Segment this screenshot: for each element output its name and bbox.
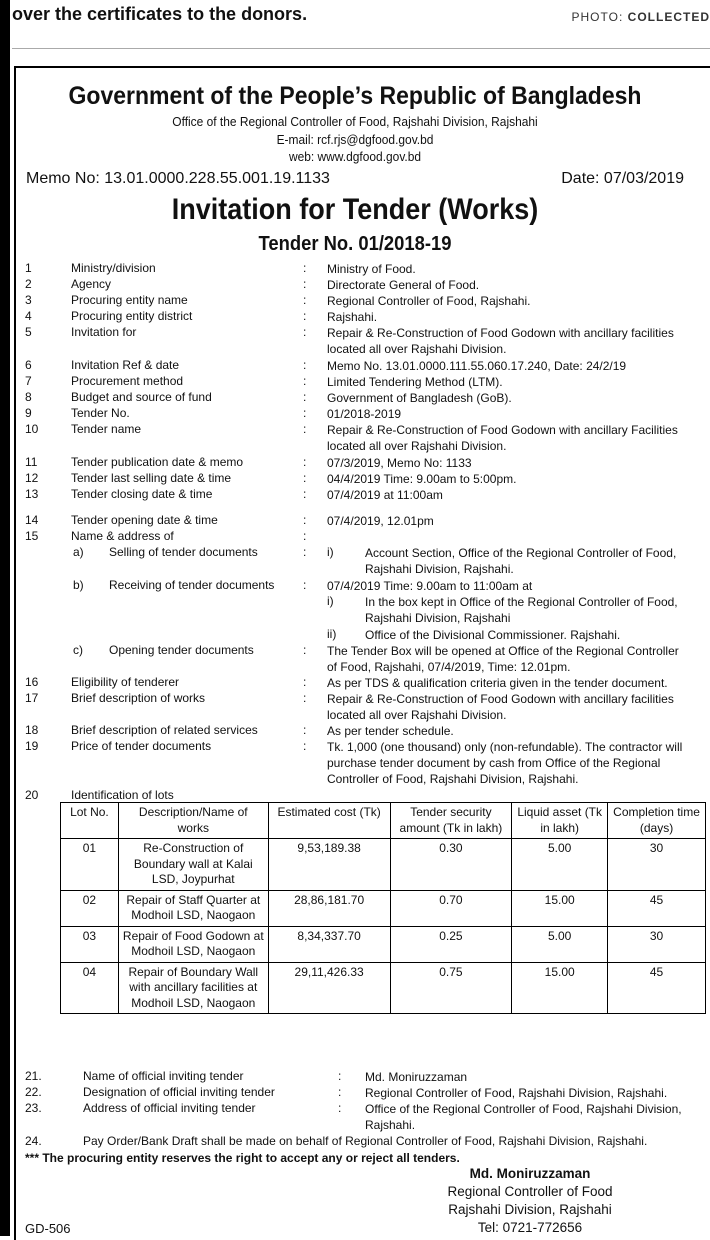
sub-label: Receiving of tender documents <box>109 578 275 592</box>
item-label: Tender publication date & memo <box>71 455 244 469</box>
photo-credit-label: PHOTO: <box>571 10 624 24</box>
item-label: Budget and source of fund <box>71 390 212 404</box>
item-number: 19 <box>25 739 39 753</box>
sub-label: Opening tender documents <box>109 643 254 657</box>
item-value: Government of Bangladesh (GoB). <box>327 391 512 405</box>
item-value: 07/3/2019, Memo No: 1133 <box>327 456 472 470</box>
item-number: 14 <box>25 513 39 527</box>
item-number: 20 <box>25 788 39 802</box>
separator: : <box>303 675 307 689</box>
item-number: 13 <box>25 487 39 501</box>
reservation-note: *** The procuring entity reserves the right to accept any or reject all tenders. <box>25 1151 460 1165</box>
memo-date: Date: 07/03/2019 <box>561 170 684 187</box>
separator: : <box>303 422 307 436</box>
item-number: 6 <box>25 358 32 372</box>
separator: : <box>303 293 307 307</box>
separator: : <box>303 309 307 323</box>
item-label: Tender No. <box>71 406 130 420</box>
item-value: Rajshahi. <box>327 310 378 324</box>
item-value: Memo No. 13.01.0000.111.55.060.17.240, Date: 24/2/19 <box>327 359 627 373</box>
item-number: 21. <box>25 1069 42 1083</box>
gd-number: GD-506 <box>25 1221 71 1236</box>
table-cell: 0.75 <box>390 962 512 1014</box>
item-number: 22. <box>25 1085 42 1099</box>
table-cell: 30 <box>608 839 706 891</box>
lots-table <box>60 802 706 1014</box>
office-name: Office of the Regional Controller of Food, Rajshahi Division, Rajshahi <box>172 114 538 129</box>
table-cell: 04 <box>61 962 119 1014</box>
roman-numeral: ii) <box>327 627 337 641</box>
separator: : <box>303 723 307 737</box>
item-number: 18 <box>25 723 39 737</box>
item-value: Repair & Re-Construction of Food Godown with ancillary facilities located all over Rajshahi Division. <box>327 326 674 357</box>
item-number: 4 <box>25 309 32 323</box>
table-cell: Repair of Food Godown at Modhoil LSD, Naogaon <box>118 926 268 962</box>
item-number: 17 <box>25 691 39 705</box>
item-value: Limited Tendering Method (LTM). <box>327 375 503 389</box>
sub-value: The Tender Box will be opened at Office of the Regional Controller of Food, Rajshahi, 07/4/2019, Time: 12.01pm. <box>327 644 679 675</box>
item-value: Tk. 1,000 (one thousand) only (non-refundable). The contractor will purchase tender document by cash from Office of the Regional Controller of Food, Rajshahi Division, Rajshahi. <box>327 740 683 787</box>
column-header: Estimated cost (Tk) <box>268 803 390 839</box>
item-number: 12 <box>25 471 39 485</box>
item-value: As per TDS & qualification criteria given in the tender document. <box>327 676 668 690</box>
sub-letter: b) <box>73 578 84 592</box>
table-cell: 45 <box>608 962 706 1014</box>
item-value: Md. Moniruzzaman <box>365 1070 468 1084</box>
photo-caption: over the certificates to the donors. <box>12 4 308 24</box>
item-value: 07/4/2019 at 11:00am <box>327 488 443 502</box>
separator: : <box>303 277 307 291</box>
item-label: Brief description of related services <box>71 723 258 737</box>
table-cell: 01 <box>61 839 119 891</box>
item-value: Ministry of Food. <box>327 262 416 276</box>
item-label: Procuring entity name <box>71 293 188 307</box>
item-value: Directorate General of Food. <box>327 278 480 292</box>
item-label: Invitation for <box>71 325 137 339</box>
separator: : <box>303 529 307 543</box>
table-row <box>61 962 706 1014</box>
column-header: Lot No. <box>61 803 119 839</box>
item-label: Ministry/division <box>71 261 156 275</box>
table-row <box>61 926 706 962</box>
item-number: 24. <box>25 1134 42 1148</box>
item-value: 04/4/2019 Time: 9.00am to 5:00pm. <box>327 472 517 486</box>
item-label: Tender closing date & time <box>71 487 213 501</box>
separator: : <box>303 358 307 372</box>
tender-number: Tender No. 01/2018-19 <box>258 233 452 255</box>
government-title: Government of the People’s Republic of Bangladesh <box>68 82 642 110</box>
separator: : <box>303 325 307 339</box>
item-number: 8 <box>25 390 32 404</box>
column-header: Completion time (days) <box>608 803 706 839</box>
separator: : <box>338 1069 342 1083</box>
item-number: 10 <box>25 422 39 436</box>
item-label: Address of official inviting tender <box>83 1101 256 1115</box>
column-header: Description/Name of works <box>118 803 268 839</box>
sub-letter: c) <box>73 643 83 657</box>
table-cell: 5.00 <box>512 926 608 962</box>
item-value: As per tender schedule. <box>327 724 454 738</box>
separator: : <box>303 578 307 592</box>
table-cell: 03 <box>61 926 119 962</box>
item-value: 07/4/2019, 12.01pm <box>327 514 434 528</box>
separator: : <box>303 691 307 705</box>
table-cell: 30 <box>608 926 706 962</box>
item-label: Tender opening date & time <box>71 513 218 527</box>
table-cell: 15.00 <box>512 890 608 926</box>
separator: : <box>303 545 307 559</box>
item-label: Name of official inviting tender <box>83 1069 244 1083</box>
roman-numeral: i) <box>327 545 334 559</box>
item-value: Regional Controller of Food, Rajshahi Division, Rajshahi. <box>365 1086 668 1100</box>
table-cell: 28,86,181.70 <box>268 890 390 926</box>
separator: : <box>338 1101 342 1115</box>
item-label: Tender last selling date & time <box>71 471 232 485</box>
divider <box>12 48 710 49</box>
item-label: Brief description of works <box>71 691 206 705</box>
signatory-location: Rajshahi Division, Rajshahi <box>448 1202 612 1217</box>
separator: : <box>303 455 307 469</box>
item-label: Designation of official inviting tender <box>83 1085 275 1099</box>
separator: : <box>303 487 307 501</box>
item-number: 7 <box>25 374 32 388</box>
sub-label: Selling of tender documents <box>109 545 258 559</box>
table-cell: 15.00 <box>512 962 608 1014</box>
table-cell: 5.00 <box>512 839 608 891</box>
table-cell: 0.25 <box>390 926 512 962</box>
item-label: Identification of lots <box>71 788 174 802</box>
roman-numeral: i) <box>327 594 334 608</box>
separator: : <box>303 739 307 753</box>
item-label: Agency <box>71 277 112 291</box>
item-text: Pay Order/Bank Draft shall be made on behalf of Regional Controller of Food, Rajshahi Division, Rajshahi. <box>83 1134 648 1148</box>
photo-credit <box>572 10 710 24</box>
table-cell: 9,53,189.38 <box>268 839 390 891</box>
item-number: 1 <box>25 261 32 275</box>
table-cell: 0.30 <box>390 839 512 891</box>
separator: : <box>303 406 307 420</box>
sub-value: In the box kept in Office of the Regional Controller of Food, Rajshahi Division, Rajshahi <box>365 595 678 626</box>
separator: : <box>303 643 307 657</box>
item-label: Price of tender documents <box>71 739 212 753</box>
item-number: 3 <box>25 293 32 307</box>
table-cell: Re-Construction of Boundary wall at Kalai LSD, Joypurhat <box>118 839 268 891</box>
sub-value: Account Section, Office of the Regional Controller of Food, Rajshahi Division, Rajshahi. <box>365 546 677 577</box>
item-value: 01/2018-2019 <box>327 407 402 421</box>
signatory-phone: Tel: 0721-772656 <box>477 1220 583 1235</box>
item-value: Regional Controller of Food, Rajshahi. <box>327 294 531 308</box>
item-number: 9 <box>25 406 32 420</box>
item-label: Procurement method <box>71 374 184 388</box>
item-number: 2 <box>25 277 32 291</box>
web-line: web: www.dgfood.gov.bd <box>288 149 422 164</box>
table-cell: 29,11,426.33 <box>268 962 390 1014</box>
separator: : <box>338 1085 342 1099</box>
table-row <box>61 839 706 891</box>
table-row <box>61 890 706 926</box>
item-value: Repair & Re-Construction of Food Godown with ancillary facilities located all over Rajshahi Division. <box>327 692 674 723</box>
item-number: 15 <box>25 529 39 543</box>
table-header-row <box>61 803 706 839</box>
item-label: Invitation Ref & date <box>71 358 180 372</box>
item-value: Office of the Regional Controller of Food, Rajshahi Division, Rajshahi. <box>365 1102 682 1133</box>
table-cell: Repair of Boundary Wall with ancillary facilities at Modhoil LSD, Naogaon <box>118 962 268 1014</box>
memo-number: Memo No: 13.01.0000.228.55.001.19.1133 <box>26 170 330 187</box>
left-edge-bar <box>0 0 10 1236</box>
table-cell: Repair of Staff Quarter at Modhoil LSD, Naogaon <box>118 890 268 926</box>
item-value: Repair & Re-Construction of Food Godown with ancillary Facilities located all over Rajshahi Division. <box>327 423 678 454</box>
item-label: Tender name <box>71 422 142 436</box>
separator: : <box>303 374 307 388</box>
column-header: Liquid asset (Tk in lakh) <box>512 803 608 839</box>
item-label: Procuring entity district <box>71 309 193 323</box>
separator: : <box>303 261 307 275</box>
email-line: E-mail: rcf.rjs@dgfood.gov.bd <box>276 132 434 147</box>
item-number: 16 <box>25 675 39 689</box>
item-number: 5 <box>25 325 32 339</box>
table-cell: 0.70 <box>390 890 512 926</box>
notice-title: Invitation for Tender (Works) <box>171 193 539 226</box>
item-number: 11 <box>25 455 38 469</box>
separator: : <box>303 471 307 485</box>
separator: : <box>303 390 307 404</box>
sub-letter: a) <box>73 545 84 559</box>
item-label: Name & address of <box>71 529 174 543</box>
separator: : <box>303 513 307 527</box>
item-label: Eligibility of tenderer <box>71 675 180 689</box>
signatory-name: Md. Moniruzzaman <box>469 1166 591 1181</box>
sub-value: 07/4/2019 Time: 9.00am to 11:00am at <box>327 579 533 593</box>
table-cell: 02 <box>61 890 119 926</box>
photo-credit-source: COLLECTED <box>627 10 710 24</box>
column-header: Tender security amount (Tk in lakh) <box>390 803 512 839</box>
table-cell: 45 <box>608 890 706 926</box>
item-number: 23. <box>25 1101 42 1115</box>
signatory-designation: Regional Controller of Food <box>447 1184 613 1199</box>
sub-value: Office of the Divisional Commissioner. Rajshahi. <box>365 628 621 642</box>
table-cell: 8,34,337.70 <box>268 926 390 962</box>
